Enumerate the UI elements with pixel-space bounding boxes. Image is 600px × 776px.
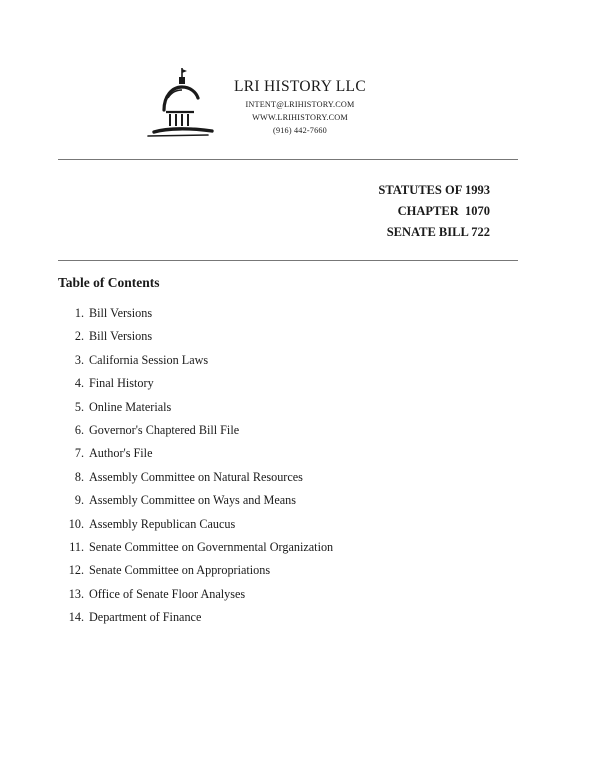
statute-divider bbox=[58, 260, 518, 261]
toc-item-number: 1. bbox=[74, 306, 84, 320]
toc-item bbox=[58, 329, 333, 352]
toc-item-label: Bill Versions bbox=[89, 306, 153, 320]
letterhead bbox=[212, 78, 388, 137]
toc-item bbox=[58, 306, 333, 329]
toc-item-number: 12. bbox=[68, 563, 84, 578]
toc-item bbox=[58, 587, 333, 610]
toc-item bbox=[58, 353, 333, 376]
toc-item bbox=[58, 540, 333, 563]
toc-item-number: 4. bbox=[74, 376, 84, 391]
capitol-dome-logo bbox=[146, 66, 216, 138]
toc-item-label: Final History bbox=[89, 376, 154, 391]
toc-item-number: 13. bbox=[68, 586, 84, 601]
toc-title: Table of Contents bbox=[58, 275, 160, 290]
toc-item bbox=[58, 446, 333, 469]
toc-item-label: Online Materials bbox=[89, 399, 172, 414]
toc-item-number: 3. bbox=[74, 352, 84, 367]
toc-item-number: 9. bbox=[74, 493, 84, 508]
statute-bill: SENATE BILL 722 bbox=[386, 225, 490, 239]
toc-list bbox=[58, 306, 333, 633]
contact-email: INTENT@LRIHISTORY.COM bbox=[245, 100, 355, 109]
toc-item bbox=[58, 470, 333, 493]
toc-item-label: Assembly Committee on Ways and Means bbox=[89, 493, 296, 508]
toc-item bbox=[58, 423, 333, 446]
toc-item-label: Governor's Chaptered Bill File bbox=[89, 422, 240, 437]
toc-item-label: California Session Laws bbox=[89, 352, 209, 367]
toc-item-number: 11. bbox=[69, 539, 84, 554]
toc-item-label: Office of Senate Floor Analyses bbox=[89, 586, 246, 601]
toc-item-number: 2. bbox=[74, 329, 84, 344]
toc-item-number: 5. bbox=[74, 399, 84, 414]
toc-item-label: Senate Committee on Appropriations bbox=[89, 563, 271, 578]
statute-year: STATUTES OF 1993 bbox=[378, 183, 490, 197]
header-divider bbox=[58, 159, 518, 160]
toc-item-label: Senate Committee on Governmental Organization bbox=[89, 539, 334, 554]
toc-item bbox=[58, 563, 333, 586]
toc-item-number: 14. bbox=[68, 610, 84, 625]
toc-item bbox=[58, 493, 333, 516]
toc-item-label: Department of Finance bbox=[89, 610, 202, 625]
toc-item-label: Author's File bbox=[89, 446, 153, 461]
toc-item bbox=[58, 610, 333, 633]
toc-item-number: 8. bbox=[74, 469, 84, 484]
contact-phone: (916) 442-7660 bbox=[273, 126, 327, 135]
toc-item-number: 6. bbox=[74, 422, 84, 437]
toc-item-label: Assembly Committee on Natural Resources bbox=[89, 469, 303, 484]
toc-item-label: Bill Versions bbox=[89, 329, 153, 344]
toc-item-label: Assembly Republican Caucus bbox=[89, 516, 236, 531]
contact-block bbox=[212, 98, 388, 137]
toc-item-number: 7. bbox=[74, 446, 84, 461]
statute-chapter: CHAPTER 1070 bbox=[397, 204, 490, 218]
toc-item bbox=[58, 376, 333, 399]
company-name: LRI HISTORY LLC bbox=[234, 78, 366, 95]
toc-item bbox=[58, 400, 333, 423]
toc-item-number: 10. bbox=[68, 516, 84, 531]
statute-block bbox=[378, 180, 490, 243]
toc-item bbox=[58, 517, 333, 540]
contact-website: WWW.LRIHISTORY.COM bbox=[252, 113, 348, 122]
